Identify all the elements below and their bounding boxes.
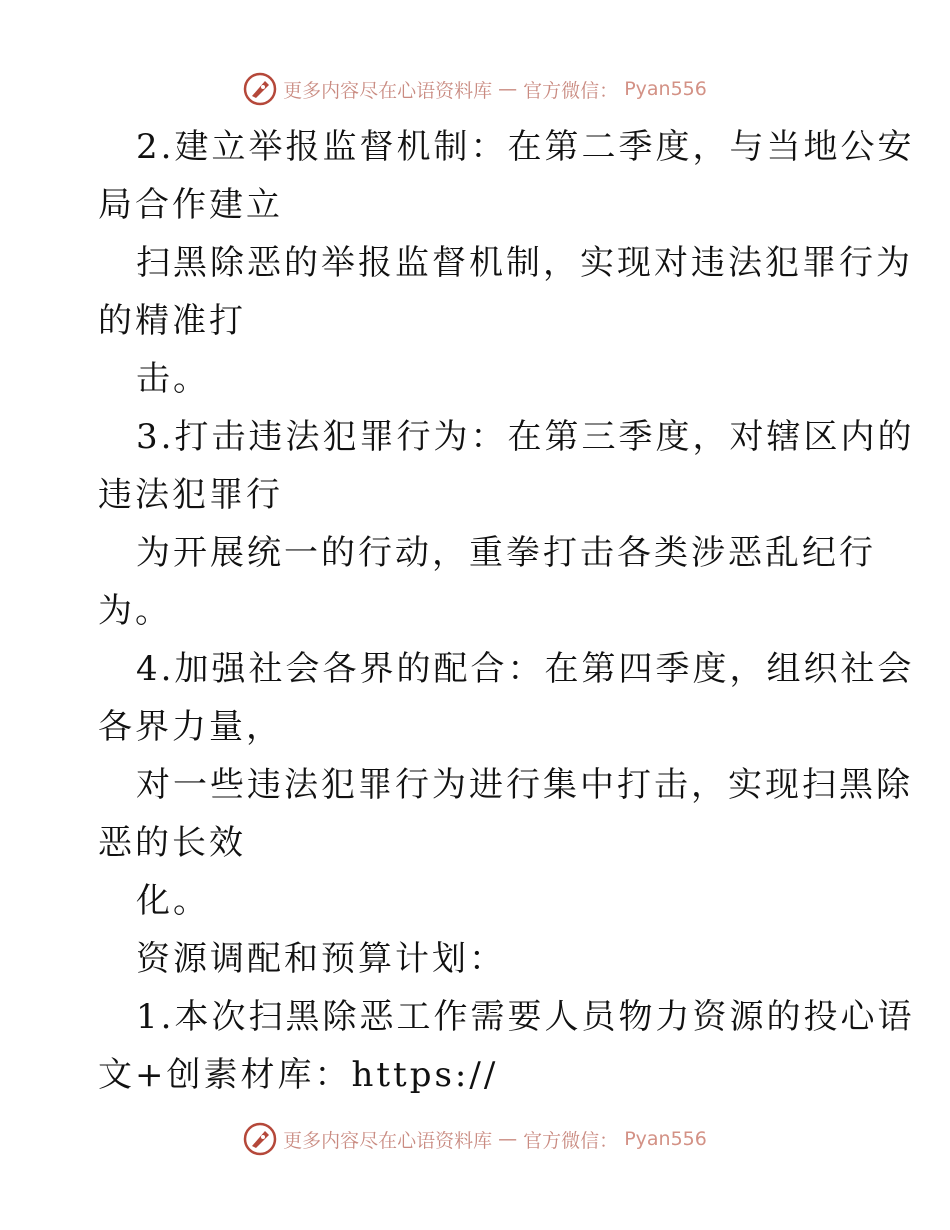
watermark-handle: Pyan556 — [624, 1128, 707, 1150]
text-line: 违法犯罪行 — [98, 475, 283, 515]
footer-watermark — [0, 1122, 950, 1156]
text-line: 的精准打 — [98, 301, 246, 341]
pen-nib-logo-icon — [243, 72, 277, 106]
text-line: 文+创素材库：https:// — [98, 1055, 499, 1095]
text-line: 1.本次扫黑除恶工作需要人员物力资源的投心语 — [136, 997, 915, 1037]
watermark-label: 官方微信： — [523, 1129, 619, 1152]
text-line: 对一些违法犯罪行为进行集中打击，实现扫黑除 — [136, 765, 913, 805]
watermark-separator: — — [498, 1128, 518, 1150]
watermark-separator: — — [498, 78, 518, 100]
watermark-handle: Pyan556 — [624, 78, 707, 100]
text-line: 3.打击违法犯罪行为：在第三季度，对辖区内的 — [136, 417, 915, 457]
text-line: 各界力量， — [98, 707, 283, 747]
pen-nib-logo-icon — [243, 1122, 277, 1156]
text-line: 4.加强社会各界的配合：在第四季度，组织社会 — [136, 649, 915, 689]
text-line: 击。 — [136, 359, 210, 399]
text-line: 资源调配和预算计划： — [136, 939, 506, 979]
text-line: 为。 — [98, 591, 172, 631]
text-line: 为开展统一的行动，重拳打击各类涉恶乱纪行 — [136, 533, 876, 573]
text-line: 扫黑除恶的举报监督机制，实现对违法犯罪行为 — [136, 243, 913, 283]
text-line: 恶的长效 — [98, 823, 246, 863]
watermark-text: 更多内容尽在心语资料库 — [283, 1129, 493, 1152]
header-watermark — [0, 72, 950, 106]
watermark-text: 更多内容尽在心语资料库 — [283, 79, 493, 102]
document-body — [98, 118, 915, 1104]
text-line: 化。 — [136, 881, 210, 921]
text-line: 2.建立举报监督机制：在第二季度，与当地公安 — [136, 127, 915, 167]
text-line: 局合作建立 — [98, 185, 283, 225]
watermark-label: 官方微信： — [523, 79, 619, 102]
